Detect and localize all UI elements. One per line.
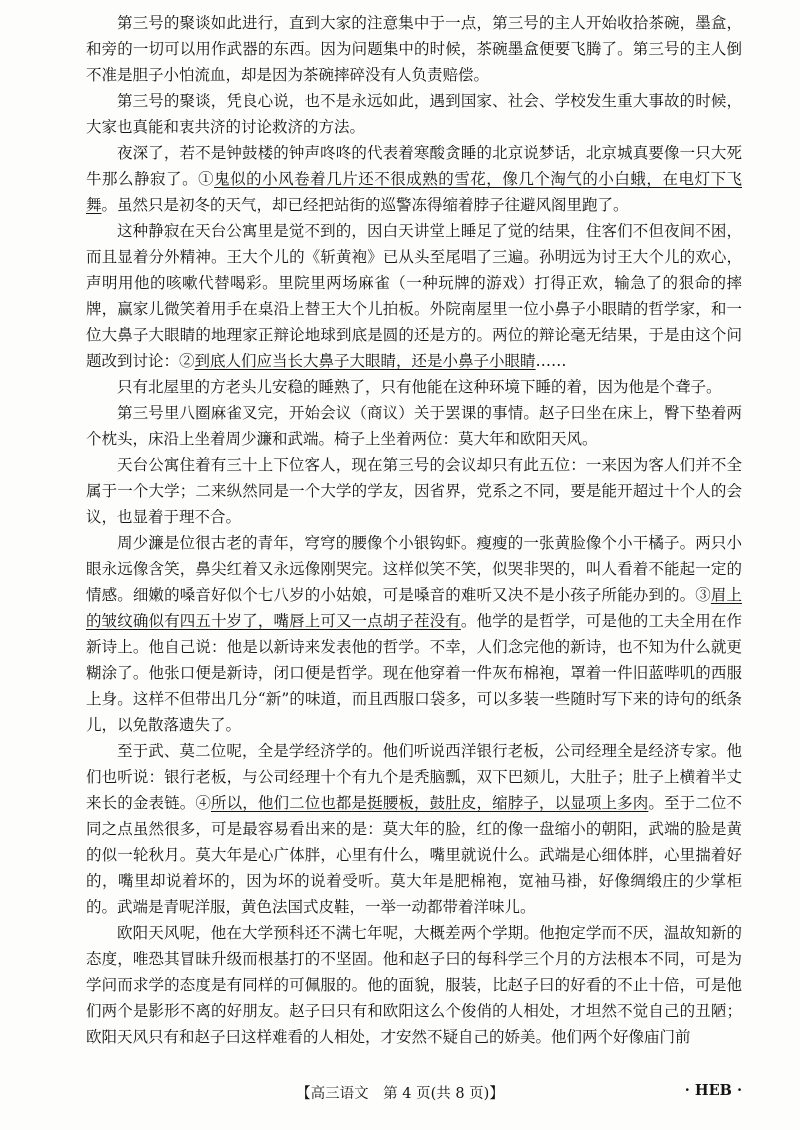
paragraph [86,10,742,88]
underlined-sentence: 所以，他们二位也都是挺腰板，鼓肚皮，缩脖子，以显项上多肉 [210,794,649,812]
paragraph [86,452,742,530]
paragraph [86,400,742,452]
text-run: 欧阳天风呢，他在大学预科还不满七年呢，大概差两个学期。他抱定学而不厌，温故知新的态度，唯恐其冒昧升级而根基打的不坚固。他和赵子曰的每科学三个月的方法根本不同，可是为学问而求学的态度是有同样的可佩服的。他的面貌，服装，比赵子曰的好看的不止十倍，可是他们两个是影形不离的好朋友。赵子曰只有和欧阳这么个俊俏的人相处，才坦然不觉自己的丑陋；欧阳天风只有和赵子曰这样难看的人相处，才安然不疑自己的娇美。他们两个好像庙门前 [86,924,742,1046]
paragraph [86,140,742,218]
paragraph [86,738,742,920]
text-run: 第三号里八圈麻雀叉完，开始会议（商议）关于罢课的事情。赵子曰坐在床上，臀下垫着两个枕头，床沿上坐着周少濂和武端。椅子上坐着两位：莫大年和欧阳天风。 [86,404,742,448]
text-run: 至于武、莫二位呢，全是学经济学的。他们听说西洋银行老板，公司经理全是经济专家。他们也听说：银行老板，与公司经理十个有九个是秃脑瓢，双下巴颏儿，大肚子；肚子上横着半丈来长的金表链。④ [86,742,742,812]
text-run: 周少濂是位很古老的青年，穹穹的腰像个小银钩虾。瘦瘦的一张黄脸像个小干橘子。两只小眼永远像含笑，鼻尖红着又永远像刚哭完。这样似笑不笑，似哭非哭的，叫人看着不能起一定的情感。细嫩的嗓音好似个七八岁的小姑娘，可是嗓音的难听又决不是小孩子所能办到的。③ [86,534,742,604]
text-run: 。他学的是哲学，可是他的工夫全用在作新诗上。他自己说：他是以新诗来发表他的哲学。不幸，人们念完他的新诗，也不知为什么就更糊涂了。他张口便是新诗，闭口便是哲学。现在他穿着一件灰布棉袍，罩着一件旧蓝哔叽的西服上身。这样不但带出几分“新”的味道，而且西服口袋多，可以多装一些随时写下来的诗句的纸条儿，以免散落遗失了。 [86,612,742,734]
page-footer [0,1080,800,1106]
underlined-sentence: 眉上的皱纹确似有四五十岁了，嘴唇上可又一点胡子茬没有 [86,586,742,630]
text-run: …… [535,352,567,370]
paragraph [86,88,742,140]
text-run: 这种静寂在天台公寓里是觉不到的，因白天讲堂上睡足了觉的结果，住客们不但夜间不困，而且显着分外精神。王大个儿的《斩黄袍》已从头至尾唱了三遍。孙明远为讨王大个儿的欢心，声明用他的咳嗽代替喝彩。里院里两场麻雀（一种玩牌的游戏）打得正欢，输急了的狠命的摔牌，赢家儿微笑着用手在桌沿上替王大个儿拍板。外院南屋里一位小鼻子小眼睛的哲学家，和一位大鼻子大眼睛的地理家正辩论地球到底是圆的还是方的。两位的辩论毫无结果，于是由这个问题改到讨论：② [86,222,742,370]
text-run: 第三号的聚谈，凭良心说，也不是永远如此，遇到国家、社会、学校发生重大事故的时候，大家也真能和衷共济的讨论救济的方法。 [86,92,742,136]
text-run: 。至于二位不同之点虽然很多，可是最容易看出来的是：莫大年的脸，红的像一盘缩小的朝阳，武端的脸是黄的似一轮秋月。莫大年是心广体胖，心里有什么，嘴里就说什么。武端是心细体胖，心里揣着好的，嘴里却说着坏的，因为坏的说着受听。莫大年是肥棉袍，宽袖马褂，好像绸缎庄的少掌柜的。武端是青呢洋服，黄色法国式皮鞋，一举一动都带着洋味儿。 [86,794,742,916]
underlined-sentence: 鬼似的小风卷着几片还不很成熟的雪花，像几个淘气的小白蛾，在电灯下飞舞 [86,170,742,214]
text-run: 天台公寓住着有三十上下位客人，现在第三号的会议却只有此五位：一来因为客人们并不全属于一个大学；二来纵然同是一个大学的学友，因省界，党系之不同，要是能开超过十个人的会议，也显着于理不合。 [86,456,742,526]
paragraph [86,218,742,374]
text-run: 第三号的聚谈如此进行，直到大家的注意集中于一点，第三号的主人开始收拾茶碗，墨盒，和旁的一切可以用作武器的东西。因为问题集中的时候，茶碗墨盒便要飞腾了。第三号的主人倒不准是胆子小怕流血，却是因为茶碗摔碎没有人负责赔偿。 [86,14,742,84]
paragraph [86,920,742,1050]
text-run: 只有北屋里的方老头儿安稳的睡熟了，只有他能在这种环境下睡的着，因为他是个聋子。 [117,378,722,396]
paragraph [86,374,742,400]
underlined-sentence: 到底人们应当长大鼻子大眼睛，还是小鼻子小眼睛 [194,352,536,370]
paragraph [86,530,742,738]
text-run: 。虽然只是初冬的天气，却已经把站街的巡警冻得缩着脖子往避风阁里跑了。 [101,196,629,214]
footer-code: · HEB · [684,1082,742,1099]
text-run: 夜深了，若不是钟鼓楼的钟声咚咚的代表着寒酸贪睡的北京说梦话，北京城真要像一只大死牛那么静寂了。① [86,144,742,188]
footer-page-info: 【高三语文 第 4 页(共 8 页)】 [296,1086,504,1102]
reading-passage [86,10,742,1050]
